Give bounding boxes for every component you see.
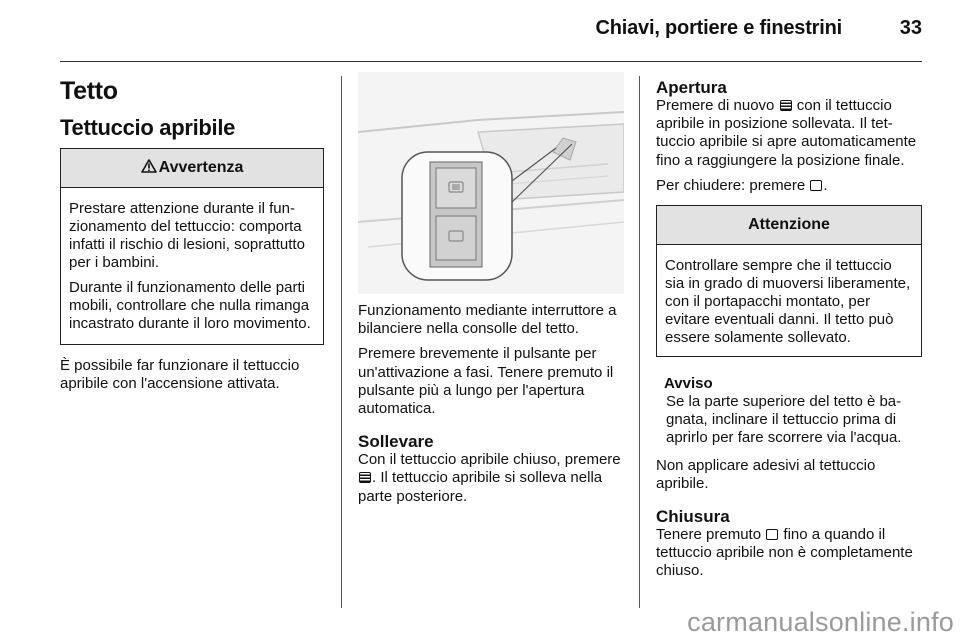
- raise-heading: Sollevare: [358, 432, 434, 452]
- warning-box: [60, 148, 324, 345]
- subsection-title: Tettuccio apribile: [60, 115, 236, 140]
- stickers-paragraph: Non applicare adesivi al tettuccio apribile.: [656, 456, 876, 492]
- warning-text-1: Prestare attenzione durante il funzionamento del tettuccio: comporta infatti il rischio di lesioni, soprattutto per i bambini.: [69, 200, 305, 271]
- illustration-caption: Funzionamento mediante interruttore a bilanciere nella consolle del tetto.: [358, 302, 617, 338]
- page-number: 33: [899, 17, 922, 39]
- open-heading: Apertura: [656, 78, 727, 97]
- column-divider-left: [341, 76, 342, 608]
- column-2: [358, 72, 624, 513]
- page-header-title: Chiavi, portiere e finestrini: [595, 17, 842, 39]
- close-paragraph: Tenere premuto fino a quando il tettuccio apribile non è completamente chiuso.: [656, 526, 913, 580]
- close-button-icon: [766, 529, 778, 540]
- caution-box-header: Attenzione: [657, 206, 921, 245]
- note-text: Se la parte superiore del tetto è bagnata, inclinare il tettuccio prima di aprirlo per fare scorrere via l'acqua.: [666, 393, 902, 447]
- caution-box: [656, 205, 922, 357]
- operation-paragraph: Premere brevemente il pulsante per un'attivazione a fasi. Tenere premuto il pulsante più a lungo per l'apertura automatica.: [358, 345, 614, 418]
- raise-paragraph: Con il tettuccio apribile chiuso, premere . Il tettuccio apribile si solleva nella parte posteriore.: [358, 451, 621, 505]
- tilt-button-icon: [780, 100, 792, 111]
- note-block: [656, 375, 922, 448]
- warning-text-2: Durante il funzionamento delle parti mobili, controllare che nulla rimanga incastrato durante il loro movimento.: [69, 279, 311, 332]
- open-paragraph: Premere di nuovo con il tettuccio apribile in posizione sollevata. Il tettuccio apribile si apre automaticamente fino a raggiungere la posizione finale.: [656, 97, 917, 169]
- warning-triangle-icon: [141, 150, 157, 164]
- caution-text: Controllare sempre che il tettuccio sia in grado di muoversi liberamente, con il portapacchi montato, per evitare eventuali danni. Il tetto può essere solamente sollevato.: [665, 257, 911, 347]
- column-1: [60, 66, 324, 400]
- column-divider-right: [639, 76, 640, 608]
- header-rule: [60, 61, 922, 62]
- tilt-button-icon: [359, 472, 371, 483]
- roof-console-illustration: [358, 72, 624, 294]
- warning-box-header: [61, 149, 323, 188]
- watermark: carmanualsonline.info: [687, 607, 954, 637]
- close-instruction: Per chiudere: premere .: [656, 176, 828, 194]
- note-label: Avviso: [664, 375, 713, 393]
- section-title: Tetto: [60, 77, 118, 105]
- column-3: [656, 78, 922, 588]
- close-button-icon: [810, 180, 822, 191]
- ignition-paragraph: È possibile far funzionare il tettuccio apribile con l'accensione attivata.: [60, 357, 300, 393]
- close-heading: Chiusura: [656, 507, 730, 527]
- warning-title: Avvertenza: [158, 159, 244, 176]
